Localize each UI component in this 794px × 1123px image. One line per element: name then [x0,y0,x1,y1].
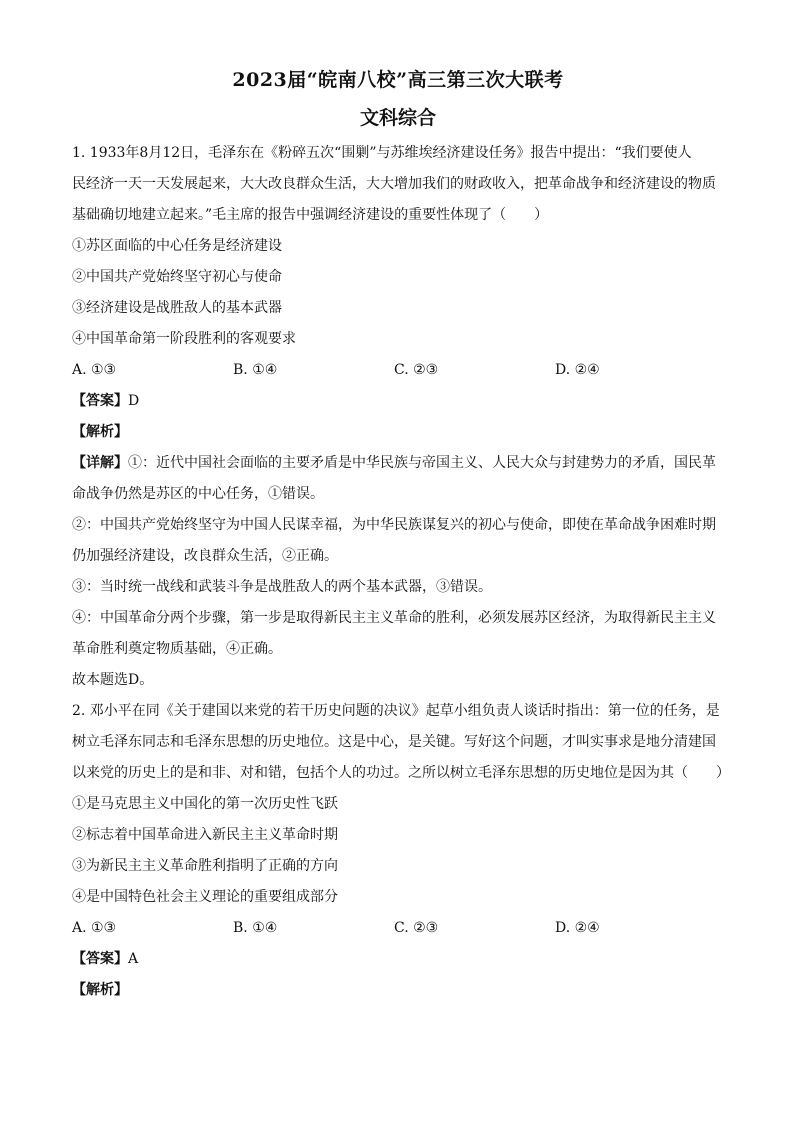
answer-value: D [128,393,140,409]
q1-options [72,355,724,386]
q2-option-c: C. ②③ [394,920,439,936]
question-2 [72,696,730,1006]
q1-detail-line: ②：中国共产党始终坚守为中国人民谋幸福，为中华民族谋复兴的初心与使命，即使在革命战争困难时期 [72,517,716,533]
analysis-label: 【解析】 [72,982,128,998]
q1-stem-line: 1. 1933年8月12日，毛泽东在《粉碎五次“围剿”与苏维埃经济建设任务》报告中提出：“我们要使人 [72,145,692,161]
question-1 [72,138,724,696]
q1-item: ③经济建设是战胜敌人的基本武器 [72,300,282,316]
q1-detail-line: 革命胜利奠定物质基础，④正确。 [72,641,282,657]
detail-text: ①：近代中国社会面临的主要矛盾是中华民族与帝国主义、人民大众与封建势力的矛盾，国民革 [128,455,716,471]
q1-analysis [72,417,724,448]
q1-option-d: D. ②④ [555,362,600,378]
q1-item: ④中国革命第一阶段胜利的客观要求 [72,331,296,347]
q1-option-b: B. ①④ [233,362,278,378]
answer-label: 【答案】 [72,393,128,409]
page-title: 2023届“皖南八校”高三第三次大联考 [232,69,564,91]
q1-option-a: A. ①③ [72,362,117,378]
q1-stem-line: 基础确切地建立起来。”毛主席的报告中强调经济建设的重要性体现了（ ） [72,207,549,223]
q2-item: ④是中国特色社会主义理论的重要组成部分 [72,889,338,905]
q1-detail-line: ③：当时统一战线和武装斗争是战胜敌人的两个基本武器，③错误。 [72,579,492,595]
answer-value: A [128,951,139,967]
q1-item: ②中国共产党始终坚守初心与使命 [72,269,282,285]
q2-stem-line: 树立毛泽东同志和毛泽东思想的历史地位。这是中心，是关键。写好这个问题，才叫实事求是地分清建国 [72,734,716,750]
q1-stem-line: 民经济一天一天发展起来，大大改良群众生活，大大增加我们的财政收入，把革命战争和经济建设的物质 [72,176,716,192]
q1-answer [72,386,724,417]
q1-detail-line [72,448,724,479]
page-subtitle: 文科综合 [359,107,436,129]
q2-answer [72,944,724,975]
q2-stem-line: 以来党的历史上的是和非、对和错，包括个人的功过。之所以树立毛泽东思想的历史地位是因为其（ ） [72,765,730,781]
detail-label: 【详解】 [72,455,128,471]
q2-analysis [72,975,724,1006]
q1-item: ①苏区面临的中心任务是经济建设 [72,238,282,254]
q2-option-b: B. ①④ [233,920,278,936]
q1-detail-line: 命战争仍然是苏区的中心任务，①错误。 [72,486,324,502]
q2-option-a: A. ①③ [72,920,117,936]
q2-item: ①是马克思主义中国化的第一次历史性飞跃 [72,796,338,812]
q2-option-d: D. ②④ [555,920,600,936]
q1-detail-line: 仍加强经济建设，改良群众生活，②正确。 [72,548,338,564]
q1-option-c: C. ②③ [394,362,439,378]
q2-options [72,913,724,944]
q2-item: ③为新民主主义革命胜利指明了正确的方向 [72,858,338,874]
q2-stem-line: 2. 邓小平在同《关于建国以来党的若干历史问题的决议》起草小组负责人谈话时指出：第一位的任务，是 [72,703,720,719]
q1-detail-line: ④：中国革命分两个步骤，第一步是取得新民主主义革命的胜利，必须发展苏区经济，为取得新民主主义 [72,610,716,626]
answer-label: 【答案】 [72,951,128,967]
q1-conclusion: 故本题选D。 [72,672,154,688]
analysis-label: 【解析】 [72,424,128,440]
q2-item: ②标志着中国革命进入新民主主义革命时期 [72,827,338,843]
